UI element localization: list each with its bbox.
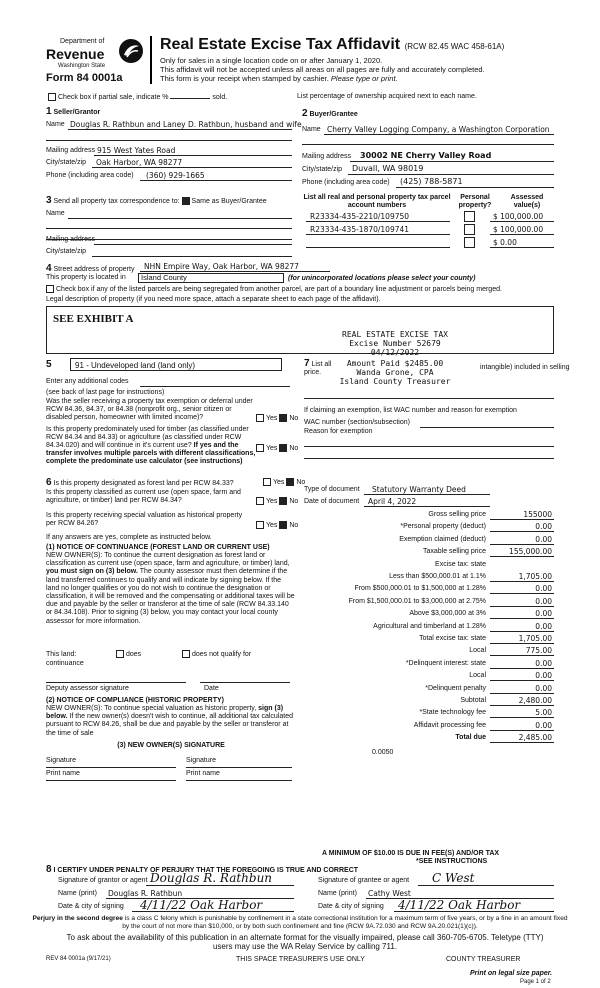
page-number: Page 1 of 2	[520, 979, 551, 985]
same-as-buyer-checkbox[interactable]	[182, 197, 190, 205]
grantor-date-label: Date & city of signing	[58, 903, 124, 910]
stamp-line-1: REAL ESTATE EXCISE TAX	[342, 330, 448, 339]
local-rate: 0.0050	[372, 749, 394, 756]
claim-exemption-label: If claiming an exemption, list WAC number and reason for exemption	[304, 407, 517, 414]
same-as-buyer-label: Same as Buyer/Grantee	[191, 198, 267, 205]
parcel-number-1[interactable]: R23334-435-2210/109750	[310, 212, 410, 221]
additional-codes-line	[140, 386, 290, 387]
treasurer-space: THIS SPACE TREASURER'S USE ONLY	[236, 956, 365, 963]
notice-2-a: NEW OWNER(S): To continue special valuation as historic property,	[46, 705, 259, 712]
tax-row	[304, 547, 554, 559]
county-select[interactable]: Island County	[138, 273, 284, 283]
tax-row-value[interactable]: 155,000.00	[509, 547, 552, 557]
corr-city-label: City/state/zip	[46, 248, 87, 255]
reason-label: Reason for exemption	[304, 428, 373, 435]
tax-row-value[interactable]: 0.00	[535, 584, 552, 594]
corr-line-2	[46, 228, 292, 229]
tax-row-value[interactable]: 0.00	[535, 522, 552, 532]
tax-row-value[interactable]: 0.00	[535, 671, 552, 681]
deputy-sig-line	[46, 682, 186, 683]
tax-row-label: Exemption claimed (deduct)	[399, 535, 486, 543]
does-option: does	[116, 650, 141, 658]
buyer-name-line	[324, 134, 554, 135]
tax-row-label: *State technology fee	[419, 709, 486, 717]
perjury-text: is a class C felony which is punishable by confinement in a state correctional institution for a maximum term of five years, or by a fine in an amount fixed by the court of not more than $10,000, or by both such confinement and fine (RCW 9A.72.030 and RCW 9A.20.021(1)(c)).	[122, 915, 568, 930]
grantor-date-city[interactable]: 4/11/22 Oak Harbor	[140, 898, 263, 912]
see-instructions: *SEE INSTRUCTIONS	[416, 858, 488, 865]
tax-row	[304, 510, 554, 522]
tax-row-line	[490, 668, 554, 669]
tax-row-value[interactable]: 2,485.00	[518, 733, 552, 743]
tax-row	[304, 535, 554, 547]
tax-row	[304, 622, 554, 634]
buyer-phone-line	[396, 187, 554, 188]
street-line	[140, 271, 330, 272]
header-note-1: Only for sales in a single location code on or after January 1, 2020.	[160, 56, 383, 65]
legal-description: SEE EXHIBIT A	[53, 313, 134, 325]
owner-print-line-2	[186, 780, 292, 781]
exemption-yes-label: Yes	[266, 414, 278, 422]
land-use-select[interactable]: 91 - Undeveloped land (land only)	[70, 358, 282, 371]
tax-row	[304, 671, 554, 683]
tax-row-label: Local	[469, 647, 486, 655]
tax-row-line	[490, 680, 554, 681]
doc-type-label: Type of document	[304, 486, 360, 493]
tax-row-label: *Delinquent penalty	[425, 684, 486, 692]
tax-row-value[interactable]: 775.00	[525, 646, 552, 656]
corr-name-label: Name	[46, 210, 65, 217]
parcel-value-2[interactable]: $ 100,000.00	[493, 225, 544, 234]
current-use-no-checkbox[interactable]	[279, 497, 287, 505]
partial-sale-sold: sold.	[212, 93, 228, 101]
grantee-sig-line	[418, 885, 554, 886]
parcel-value-line-3	[490, 247, 554, 248]
corr-mailing-label: Mailing address	[46, 236, 96, 243]
tax-row-value[interactable]: 1,705.00	[518, 634, 552, 643]
tax-row-label: Total excise tax: state	[419, 635, 486, 642]
wac-line	[420, 427, 554, 428]
tax-row-line	[490, 643, 554, 644]
treasurer-stamp	[300, 330, 490, 357]
seller-city[interactable]: Oak Harbor, WA 98277	[96, 158, 183, 167]
dor-logo-icon	[118, 38, 144, 64]
legal-label: Legal description of property (if you need more space, attach a separate sheet to each page of the affidavit).	[46, 296, 381, 303]
owner-sig-label-2: Signature	[186, 757, 216, 764]
grantor-sig-label: Signature of grantor or agent	[58, 877, 148, 884]
does-not-checkbox[interactable]	[182, 650, 190, 658]
buyer-name[interactable]: Cherry Valley Logging Company, a Washington Corporation	[327, 125, 550, 134]
alternate-format-note: To ask about the availability of this publication in an alternate format for the visually impaired, please call 360-705-6705. Teletype (TTY) users may use the WA Relay Service by calling 711.	[66, 933, 544, 951]
parcel-line-3	[306, 247, 450, 248]
current-use-yes-checkbox[interactable]	[256, 497, 264, 505]
tax-row-value[interactable]: 0.00	[535, 621, 552, 631]
notice-1-b: you must sign on (3) below.	[46, 568, 138, 576]
rev-number: REV 84 0001a (9/17/21)	[46, 956, 111, 962]
tax-row	[304, 522, 554, 534]
parcel-value-1[interactable]: $ 100,000.00	[493, 212, 544, 221]
tax-row-label: Subtotal	[460, 697, 486, 704]
header-note-3a: This form is your receipt when stamped by cashier.	[160, 74, 331, 83]
grantee-sig-label: Signature of grantee or agent	[318, 877, 410, 884]
does-not-option: does not qualify for	[182, 650, 251, 658]
tax-row	[304, 597, 554, 609]
parcel-value-line-1	[490, 221, 554, 222]
tax-row-label: Local	[469, 672, 486, 680]
tax-row-label: Excise tax: state	[435, 560, 486, 568]
grantee-name-label: Name (print)	[318, 890, 357, 897]
tax-row-label: *Personal property (deduct)	[400, 523, 486, 531]
historic-yes-checkbox[interactable]	[256, 521, 264, 529]
historic-no-label: No	[289, 521, 299, 529]
tax-row-value[interactable]: 155000	[523, 510, 552, 519]
seller-city-line	[92, 167, 292, 168]
continuance-label: continuance	[46, 660, 84, 667]
seller-name-line-2	[46, 140, 292, 141]
tax-row-line	[490, 655, 554, 656]
stamp-line-3: 04/12/2022	[370, 348, 420, 357]
owner-sig-line-1	[46, 767, 176, 768]
tax-row	[304, 560, 554, 572]
ownership-note: List percentage of ownership acquired next to each name.	[297, 93, 477, 100]
parcel-line-2	[306, 234, 450, 235]
partial-sale-row	[48, 93, 227, 101]
tax-row-value[interactable]: 0.00	[535, 720, 552, 730]
seller-name[interactable]: Douglas R. Rathbun and Laney D. Rathbun, husband and wife	[70, 120, 302, 129]
tax-row-line	[490, 742, 554, 743]
tax-row-line	[490, 618, 554, 619]
seller-phone-line	[140, 180, 292, 181]
tax-row-line	[490, 730, 554, 731]
tax-row-line	[490, 556, 554, 557]
tax-row-label: Agricultural and timberland at 1.28%	[373, 622, 486, 630]
seller-name-line	[68, 129, 292, 130]
form-title-text: Real Estate Excise Tax Affidavit	[160, 36, 401, 53]
tax-row-label: Taxable selling price	[422, 548, 486, 556]
wac-label: WAC number (section/subsection)	[304, 419, 410, 426]
parcel-value-line-2	[490, 234, 554, 235]
doc-date-label: Date of document	[304, 498, 360, 505]
forest-yes-checkbox[interactable]	[263, 478, 271, 486]
tax-row-line	[490, 693, 554, 694]
timber-yes-label: Yes	[266, 444, 278, 452]
owner-print-label-2: Print name	[186, 770, 220, 777]
tax-row-value[interactable]: 0.00	[535, 596, 552, 606]
header-divider	[150, 36, 152, 84]
tax-row-value[interactable]: 0.00	[535, 609, 552, 619]
timber-question-bold: If yes and the transfer involves multiple parcels with different classifications, complete the predominate use calculator (see instructions)	[46, 442, 256, 465]
minimum-due: A MINIMUM OF $10.00 IS DUE IN FEE(S) AND/OR TAX	[322, 850, 500, 857]
current-use-question: Is this property classified as current use (open space, farm and agriculture, or timber) land per RCW 84.34?	[46, 489, 241, 504]
buyer-city-line	[348, 174, 554, 175]
doc-type-line	[364, 494, 490, 495]
doc-type[interactable]: Statutory Warranty Deed	[372, 485, 466, 494]
seller-name-label: Name	[46, 121, 65, 128]
dept-state: Washington State	[58, 63, 106, 69]
tax-row-value[interactable]: 2,480.00	[518, 696, 552, 705]
legal-paper-note: Print on legal size paper.	[470, 970, 553, 977]
dept-line: Department of	[60, 38, 105, 45]
partial-sale-checkbox[interactable]	[48, 93, 56, 101]
timber-question	[46, 426, 256, 466]
tax-row-line	[490, 581, 554, 582]
segregated-row	[46, 285, 502, 293]
owner-print-label-1: Print name	[46, 770, 80, 777]
section-7-label: 7 List all price.	[304, 358, 332, 376]
notice-1-c: The county assessor must then determine if the land transferred continues to qualify and will indicate by signing below. If the land no longer qualifies or you do not wish to continue the designation or classification, it will be removed and the compensating or additional taxes will be due and payable by the seller or transferor at the time of sale (RCW 84.33.140 or 84.34.108). Prior to signing (3) below, you may contact your local county assessor for more information.	[46, 568, 295, 625]
tax-row-value[interactable]: 1,705.00	[518, 572, 552, 581]
doc-date[interactable]: April 4, 2022	[368, 497, 417, 506]
certify-label: 8 I CERTIFY UNDER PENALTY OF PERJURY THAT THE FOREGOING IS TRUE AND CORRECT	[46, 864, 359, 875]
county-note: (for unincorporated locations please select your county)	[288, 275, 476, 282]
owner-sig-line-2	[186, 767, 292, 768]
buyer-section-label: 2 Buyer/Grantee	[302, 108, 358, 119]
forest-no-checkbox[interactable]	[286, 478, 294, 486]
grantor-sig-line	[146, 885, 294, 886]
deputy-label: Deputy assessor signature	[46, 685, 129, 692]
grantee-date-label: Date & city of signing	[318, 903, 384, 910]
grantee-signature[interactable]: C West	[432, 871, 475, 885]
owner-print-line-1	[46, 780, 176, 781]
buyer-name-line-2	[302, 144, 554, 145]
section-5-number: 5	[46, 359, 52, 370]
parcel-personal-checkbox-1[interactable]	[464, 211, 475, 224]
exemption-yes-checkbox[interactable]	[256, 414, 264, 422]
historic-yes-label: Yes	[266, 521, 278, 529]
buyer-name-label: Name	[302, 126, 321, 133]
tax-row	[304, 646, 554, 658]
buyer-mailing-label: Mailing address	[302, 153, 352, 160]
parcel-value-3[interactable]: $ 0.00	[493, 238, 517, 247]
street-address[interactable]: NHN Empire Way, Oak Harbor, WA 98277	[144, 262, 299, 271]
parcels-header-number: List all real and personal property tax parcel account numbers	[303, 194, 451, 209]
tax-row-value[interactable]: 5.00	[535, 708, 552, 718]
tax-row-label: From $500,000.01 to $1,500,000 at 1.28%	[354, 585, 486, 593]
stamp-line-4: Amount Paid $2485.00	[346, 359, 444, 368]
tax-row-label: Affidavit processing fee	[413, 721, 486, 729]
form-number: Form 84 0001a	[46, 72, 123, 84]
deputy-date-label: Date	[204, 685, 219, 692]
corr-mailing-line	[94, 244, 292, 245]
located-label: This property is located in	[46, 274, 126, 281]
seller-section-label: 1 Seller/Grantor	[46, 106, 101, 117]
header-note-2: This affidavit will not be accepted unless all areas on all pages are fully and accurately completed.	[160, 65, 485, 74]
notice-1-body	[46, 552, 296, 626]
tax-row	[304, 684, 554, 696]
deputy-date-line	[200, 682, 290, 683]
tax-row	[304, 721, 554, 733]
owner-sig-label-1: Signature	[46, 757, 76, 764]
buyer-phone-label: Phone (including area code)	[302, 179, 390, 186]
historic-no-checkbox[interactable]	[279, 521, 287, 529]
corr-name-line	[68, 218, 292, 219]
parcel-personal-checkbox-2[interactable]	[464, 224, 475, 237]
parcel-personal-checkbox-3[interactable]	[464, 237, 475, 250]
correspondence-label: Send all property tax correspondence to:	[53, 198, 180, 205]
tax-row	[304, 659, 554, 671]
exemption-yes-no	[256, 414, 298, 422]
tax-row-value[interactable]: 0.00	[535, 683, 552, 693]
tax-row-label: Gross selling price	[428, 511, 486, 518]
buyer-phone[interactable]: (425) 788-5871	[400, 177, 463, 186]
tax-row-label: From $1,500,000.01 to $3,000,000 at 2.75%	[348, 597, 486, 605]
tax-row	[304, 634, 554, 646]
grantee-date-city[interactable]: 4/11/22 Oak Harbor	[398, 898, 521, 912]
tax-row	[304, 572, 554, 584]
dept-name: Revenue	[46, 46, 105, 62]
see-back-note: (see back of last page for instructions)	[46, 389, 165, 396]
forest-question: 6 Is this property designated as forest land per RCW 84.33?	[46, 477, 234, 488]
parcel-line-1	[306, 221, 450, 222]
timber-no-label: No	[289, 444, 299, 452]
tax-row	[304, 696, 554, 708]
tax-row-label: Total due	[455, 734, 486, 742]
seller-mailing-line	[94, 155, 292, 156]
seller-phone[interactable]: (360) 929-1665	[146, 171, 205, 180]
forest-yes-label: Yes	[273, 478, 285, 486]
seller-mailing-label: Mailing address	[46, 147, 96, 154]
tax-row	[304, 609, 554, 621]
grantor-name-label: Name (print)	[58, 890, 97, 897]
segregated-label: Check box if any of the listed parcels are being segregated from another parcel, are part of a boundary line adjustment or parcels being merged.	[56, 285, 502, 293]
reason-line	[304, 446, 554, 447]
tax-row-line	[490, 631, 554, 632]
stamp-line-5: Wanda Grone, CPA	[356, 368, 434, 377]
parcels-header-personal: Personal property?	[458, 194, 492, 209]
stamp-line-6: Island County Treasurer	[339, 377, 451, 386]
tax-row-line	[490, 717, 554, 718]
tax-row-line	[490, 606, 554, 607]
tax-row-line	[490, 531, 554, 532]
does-checkbox[interactable]	[116, 650, 124, 658]
historic-yes-no	[256, 521, 298, 529]
header-notes	[160, 56, 580, 83]
section-7-list-all: List all	[311, 361, 332, 368]
notice-2-title: (2) NOTICE OF COMPLIANCE (HISTORIC PROPERTY)	[46, 697, 224, 704]
corr-city-line	[92, 256, 292, 257]
if-yes-note: If any answers are yes, complete as instructed below.	[46, 534, 212, 541]
grantor-name[interactable]: Douglas R. Rathbun	[108, 889, 183, 898]
street-row: 4 Street address of property	[46, 263, 135, 274]
this-land-label: This land:	[46, 651, 77, 658]
notice-2-body	[46, 705, 296, 738]
reason-line-2	[304, 458, 554, 459]
segregated-checkbox[interactable]	[46, 285, 54, 293]
timber-no-checkbox[interactable]	[279, 444, 287, 452]
current-use-yes-no	[256, 497, 298, 505]
tax-row	[304, 584, 554, 596]
current-use-yes-label: Yes	[266, 497, 278, 505]
buyer-city-label: City/state/zip	[302, 166, 343, 173]
additional-codes-label: Enter any additional codes	[46, 378, 129, 385]
tax-row-value[interactable]: 0.00	[535, 658, 552, 668]
historic-question: Is this property receiving special valuation as historical property per RCW 84.26?	[46, 512, 243, 527]
forest-yes-no	[263, 478, 305, 486]
notice-1-title: (1) NOTICE OF CONTINUANCE (FOREST LAND OR CURRENT USE)	[46, 544, 270, 551]
tax-row	[304, 733, 554, 745]
buyer-city[interactable]: Duvall, WA 98019	[352, 164, 424, 173]
doc-date-line	[364, 506, 490, 507]
tax-row-line	[490, 519, 554, 520]
exemption-question: Was the seller receiving a property tax exemption or deferral under RCW 84.36, 84.37, or 84.38 (nonprofit org., senior citizen or disabled person, homeowner with limited income)?	[46, 398, 253, 421]
exemption-no-label: No	[289, 414, 299, 422]
form-title-ref: (RCW 82.45 WAC 458-61A)	[404, 42, 505, 51]
buyer-mailing[interactable]: 30002 NE Cherry Valley Road	[360, 151, 492, 160]
notice-2-b: sign (3) below.	[46, 705, 284, 721]
tax-row-label: Less than $500,000.01 at 1.1%	[389, 573, 486, 580]
current-use-no-label: No	[289, 497, 299, 505]
tax-row-value[interactable]: 0.00	[535, 534, 552, 544]
tax-row-line	[490, 544, 554, 545]
section-7-intangible: intangible) included in selling	[480, 364, 570, 371]
county-treasurer: COUNTY TREASURER	[446, 956, 521, 963]
perjury-bold: Perjury in the second degree	[32, 915, 123, 922]
forest-no-label: No	[296, 478, 306, 486]
tax-row	[304, 708, 554, 720]
tax-row-line	[490, 593, 554, 594]
notice-3-title: (3) NEW OWNER(S) SIGNATURE	[117, 742, 225, 749]
tax-row-label: *Delinquent interest: state	[405, 659, 486, 667]
partial-sale-percent-field[interactable]	[170, 98, 210, 99]
timber-question-text: Is this property predominately used for timber (as classified under RCW 84.34 and 84.33) or agriculture (as classified under RCW 84.34.020) and will continue in it's current use?	[46, 426, 249, 449]
buyer-mailing-line	[350, 161, 554, 162]
timber-yes-checkbox[interactable]	[256, 444, 264, 452]
grantor-signature[interactable]: Douglas R. Rathbun	[150, 871, 273, 885]
tax-row-line	[490, 705, 554, 706]
grantee-name[interactable]: Cathy West	[368, 889, 411, 898]
seller-mailing[interactable]: 915 West Yates Road	[97, 146, 176, 155]
seller-phone-label: Phone (including area code)	[46, 172, 134, 179]
header-note-3b: Please type or print.	[330, 74, 398, 83]
seller-city-label: City/state/zip	[46, 159, 87, 166]
notice-2-c: If the new owner(s) doesn't wish to continue, all additional tax calculated pursuant to RCW 84.26, shall be due and payable by the seller or transferor at the time of sale	[46, 713, 293, 737]
section-7-line	[304, 398, 554, 399]
timber-yes-no	[256, 444, 298, 452]
parcels-header-value: Assessed value(s)	[510, 194, 544, 209]
perjury-notice	[30, 915, 570, 931]
tax-row-label: Above $3,000,000 at 3%	[409, 610, 486, 618]
exemption-no-checkbox[interactable]	[279, 414, 287, 422]
form-title	[160, 36, 504, 54]
header-note-3	[160, 74, 580, 83]
parcel-number-2[interactable]: R23334-435-1870/109741	[310, 225, 410, 234]
notice-1-a: NEW OWNER(S): To continue the current designation as forest land or classification as current use (open space, farm and agriculture, or timber) land,	[46, 552, 290, 568]
street-label: Street address of property	[53, 266, 135, 273]
partial-sale-label: Check box if partial sale, indicate %	[58, 93, 169, 101]
stamp-line-2: Excise Number 52679	[349, 339, 441, 348]
section-7-price: price.	[304, 369, 322, 376]
correspondence-row: 3 Send all property tax correspondence to: Same as Buyer/Grantee	[46, 195, 267, 206]
